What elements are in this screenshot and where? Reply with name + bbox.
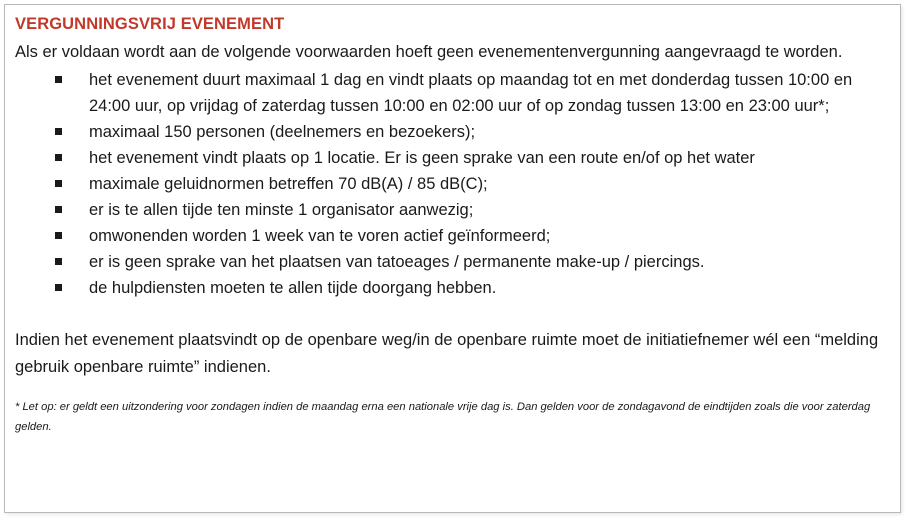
list-item [15, 223, 890, 249]
square-bullet-icon [55, 206, 62, 213]
condition-text: het evenement vindt plaats op 1 locatie. Er is geen sprake van een route en/of op het water [89, 149, 755, 167]
list-item [15, 67, 890, 119]
square-bullet-icon [55, 180, 62, 187]
notice-paragraph: Indien het evenement plaatsvindt op de openbare weg/in de openbare ruimte moet de initiatiefnemer wél een “melding gebruik openbare ruimte” indienen. [15, 331, 879, 376]
intro-paragraph: Als er voldaan wordt aan de volgende voorwaarden hoeft geen evenementenvergunning aangevraagd te worden. [15, 43, 843, 61]
info-box [4, 4, 901, 513]
square-bullet-icon [55, 258, 62, 265]
condition-text: maximale geluidnormen betreffen 70 dB(A) / 85 dB(C); [89, 175, 488, 193]
list-item [15, 171, 890, 197]
list-item [15, 275, 890, 301]
condition-text: de hulpdiensten moeten te allen tijde doorgang hebben. [89, 279, 497, 297]
square-bullet-icon [55, 154, 62, 161]
condition-text: omwonenden worden 1 week van te voren actief geïnformeerd; [89, 227, 551, 245]
info-box-content [15, 13, 890, 437]
square-bullet-icon [55, 76, 62, 83]
list-item [15, 197, 890, 223]
square-bullet-icon [55, 232, 62, 239]
condition-text: maximaal 150 personen (deelnemers en bezoekers); [89, 123, 476, 141]
list-item [15, 145, 890, 171]
condition-text: er is geen sprake van het plaatsen van tatoeages / permanente make-up / piercings. [89, 253, 705, 271]
page-title: VERGUNNINGSVRIJ EVENEMENT [15, 15, 285, 33]
list-item [15, 119, 890, 145]
condition-text: er is te allen tijde ten minste 1 organisator aanwezig; [89, 201, 474, 219]
list-item [15, 249, 890, 275]
conditions-list [15, 67, 890, 301]
square-bullet-icon [55, 128, 62, 135]
footnote: * Let op: er geldt een uitzondering voor zondagen indien de maandag erna een nationale vrije dag is. Dan gelden voor de zondagavond de eindtijden zoals die voor zaterdag gelden. [15, 401, 871, 433]
condition-text: het evenement duurt maximaal 1 dag en vindt plaats op maandag tot en met donderdag tussen 10:00 en 24:00 uur, op vrijdag of zaterdag tussen 10:00 en 02:00 uur of op zondag tussen 13:00 en 23:00 uur*; [89, 71, 853, 115]
square-bullet-icon [55, 284, 62, 291]
